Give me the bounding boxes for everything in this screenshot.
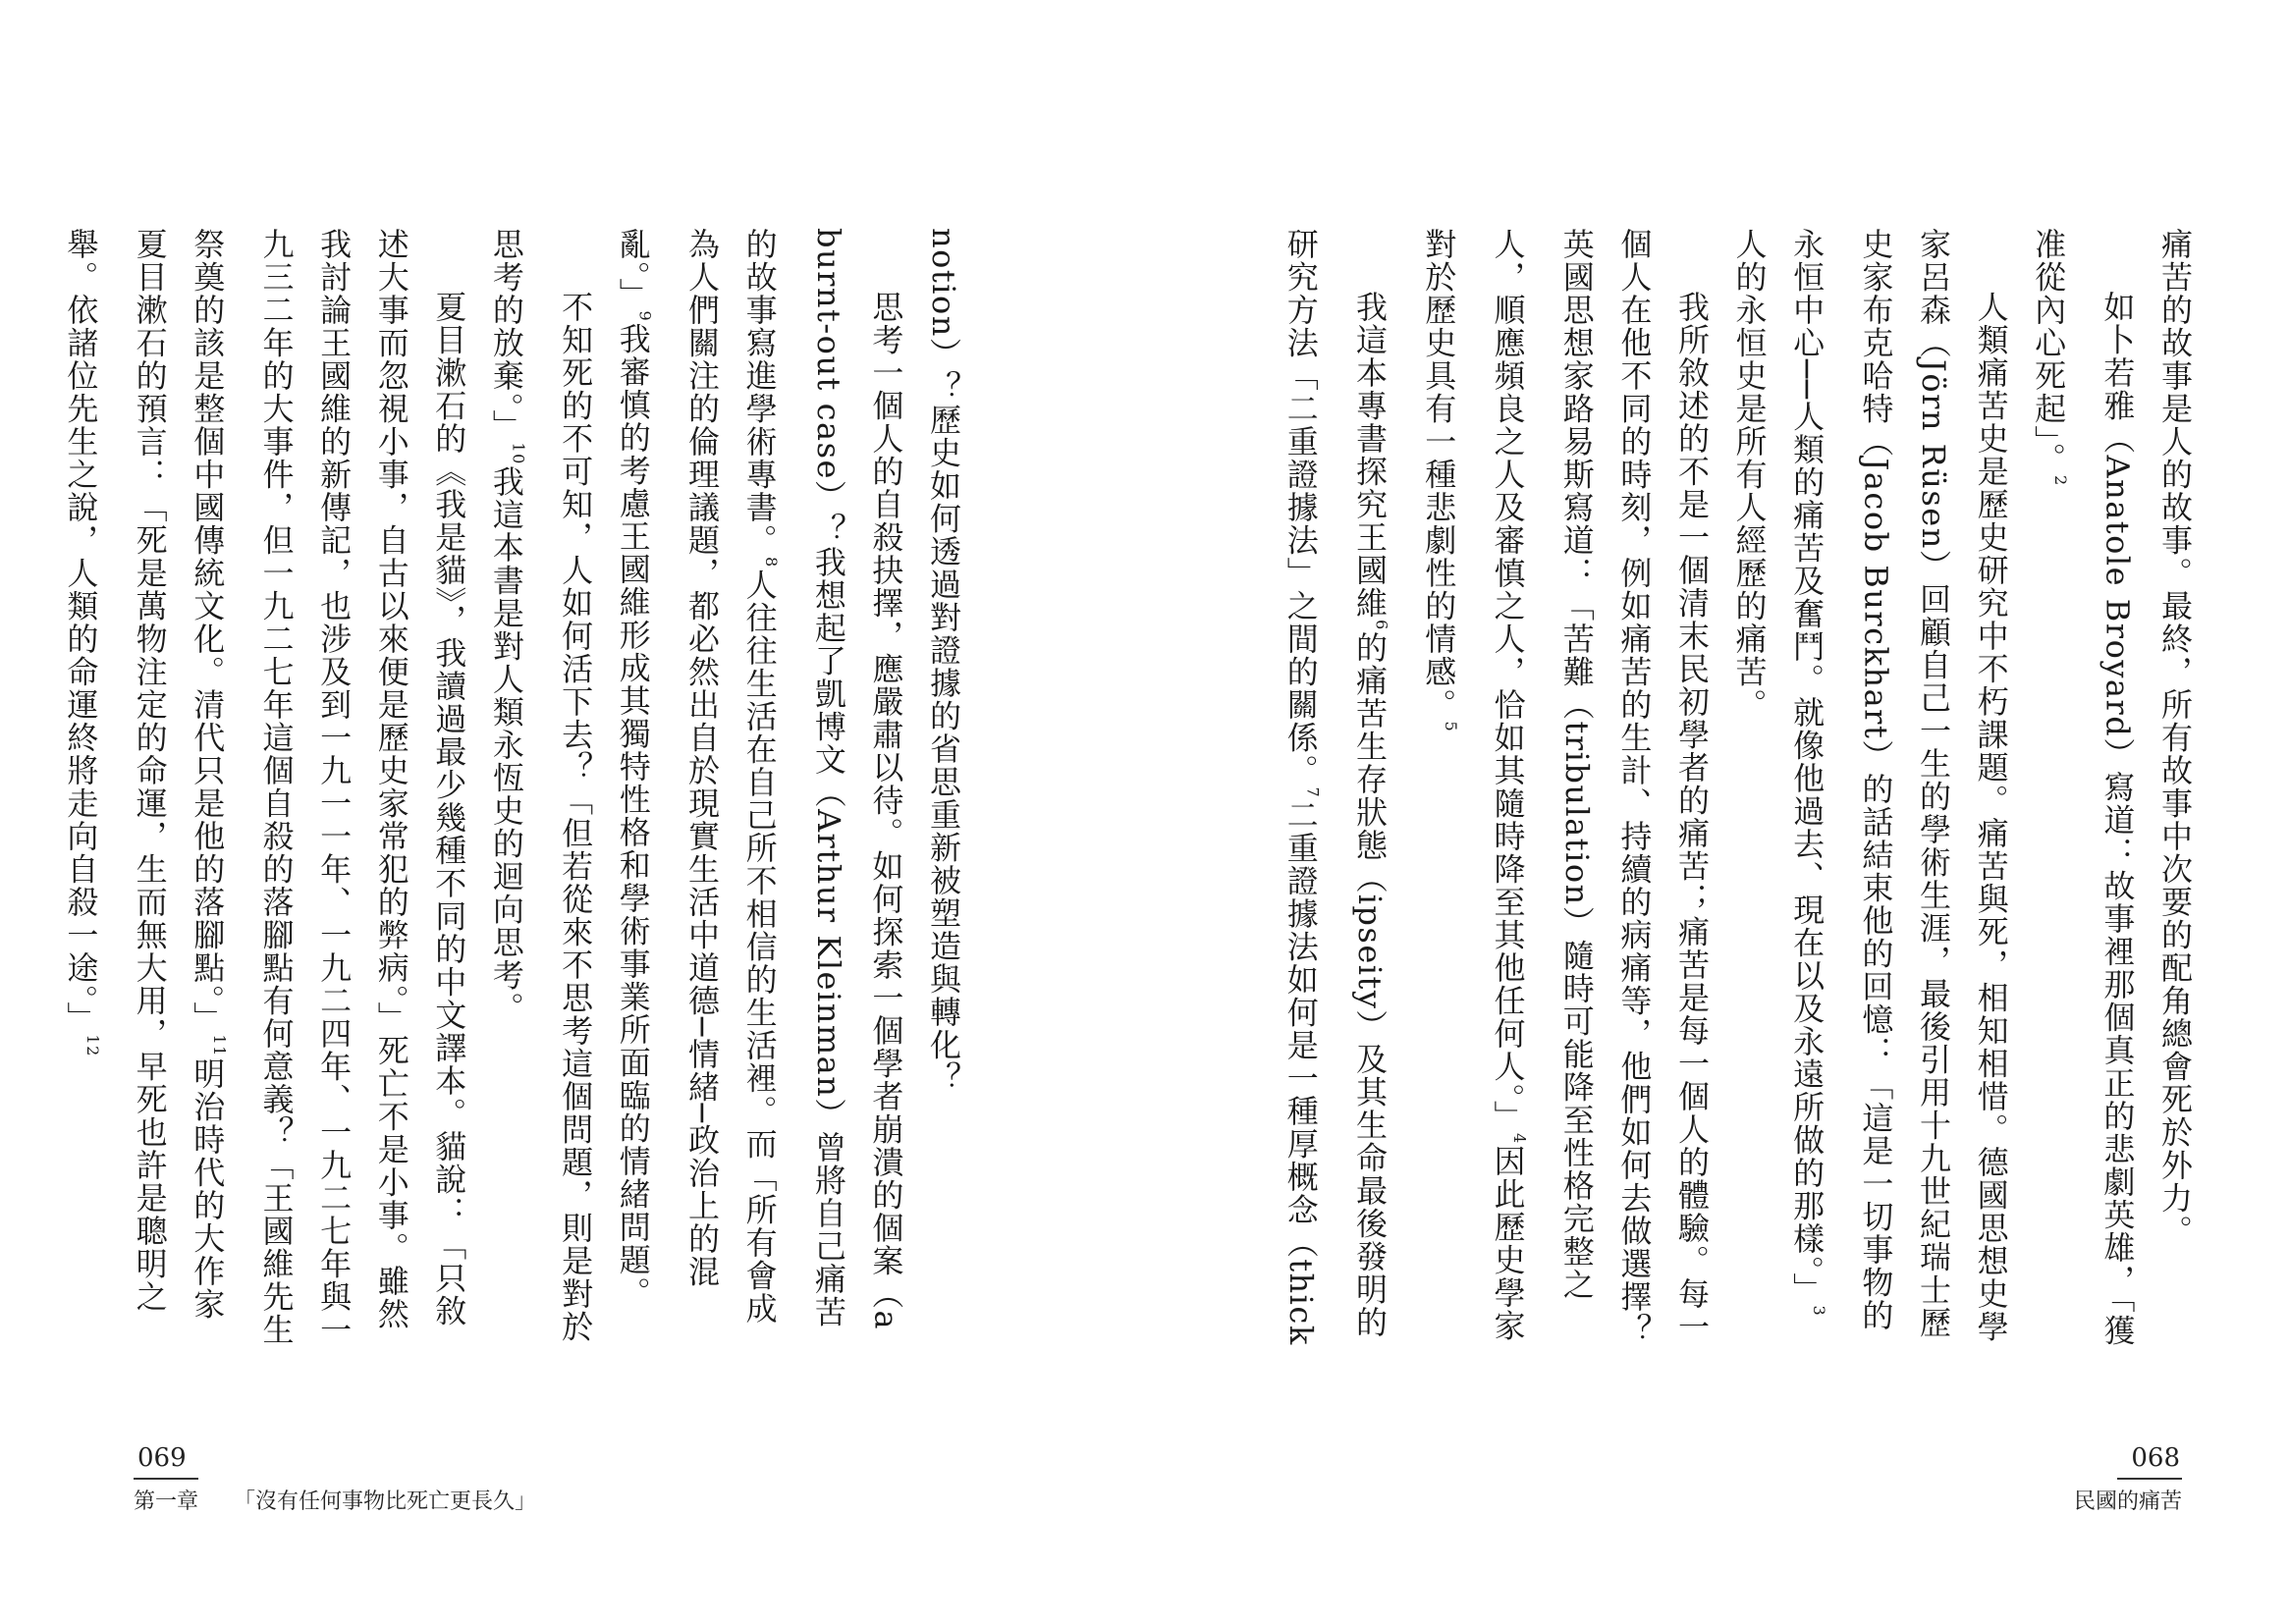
paragraph-text: 人的永恒史是所有人經歷的痛苦。	[1730, 228, 1769, 722]
paragraph-text: 的痛苦生存狀態（ipseity）及其生命最後發明的研究方法「二重證據法」之間的關係。	[1281, 228, 1389, 1339]
running-head: 民國的痛苦	[2073, 1489, 2182, 1514]
page-number: 069	[137, 1443, 187, 1473]
footnote-marker: 4	[1510, 1133, 1530, 1145]
paragraph-text: 我所敘述的不是一個清末民初學者的痛苦；痛苦是每一個人的體驗。每一個人在他不同的時刻，例如痛苦的生計、持續的病痛等，他們如何去做選擇？英國思想家路易斯寫道：「苦難（tribulation）隨時可能降至性格完整之人，順應頻良之人及審慎之人，恰如其隨時降至其他任何人。」	[1489, 228, 1711, 1346]
left-page-text	[0, 228, 972, 1347]
running-head	[134, 1485, 536, 1515]
footnote-marker: 3	[1809, 1305, 1828, 1318]
footnote-marker: 2	[2050, 475, 2070, 487]
right-page	[1145, 0, 2290, 1624]
paragraph-text: 人往往生活在自己所不相信的生活裡。而「所有會成為人們關注的倫理議題，都必然出自於現實生活中道德─情緒─政治上的混亂。」	[614, 228, 779, 1326]
paragraph	[1720, 228, 2020, 1347]
paragraph-text: 痛苦的故事是人的故事。最終，所有故事中次要的配角總會死於外力。	[2156, 228, 2194, 1248]
footnote-marker: 11	[209, 1034, 229, 1057]
paragraph	[2020, 228, 2147, 1347]
paragraph-text: 不知死的不可知，人如何活下去？「但若從來不思考這個問題，則是對於思考的放棄。」	[487, 228, 595, 1343]
paragraph-text: 二重證據法如何是一種厚概念（thick	[1281, 798, 1320, 1346]
paragraph	[604, 228, 914, 1347]
paragraph-text: 明治時代的大作家夏目漱石的預言：「死是萬物注定的命運，生而無大用，早死也許是聰明之舉。依諸位先生之說，人類的命運終將走向自殺一途。」	[62, 228, 227, 1321]
page-number: 068	[2131, 1443, 2180, 1473]
footnote-marker: 6	[1372, 620, 1391, 631]
paragraph-text: 如卜若雅（Anatole Broyard）寫道：故事裡那個真正的悲劇英雄，「獲准從內心死起」。	[2030, 228, 2137, 1347]
paragraph-text: 我這本專書探究王國維	[1351, 291, 1389, 620]
paragraph	[52, 228, 477, 1347]
footnote-marker: 5	[1441, 721, 1460, 733]
running-head-chapter: 第一章	[134, 1489, 199, 1514]
paragraph	[1272, 228, 1410, 1347]
paragraph-text: 我這本書是對人類永恆史的迴向思考。	[487, 464, 525, 1025]
page-number-rule	[2117, 1478, 2182, 1480]
footnote-marker: 10	[509, 442, 528, 465]
footnote-marker: 12	[83, 1034, 103, 1057]
paragraph	[914, 228, 972, 1347]
running-head-title: 「沒有任何事物比死亡更長久」	[234, 1489, 537, 1514]
paragraph-text: 我審慎的考慮王國維形成其獨特性格和學術事業所面臨的情緒問題。	[614, 322, 652, 1310]
paragraph	[477, 228, 604, 1347]
paragraph-text: 思考一個人的自殺抉擇，應嚴肅以待。如何探索一個學者崩潰的個案（a burnt-out case）？我想起了凱博文（Arthur Kleinman）曾將自己痛苦的故事寫進學術專書。	[740, 228, 905, 1331]
paragraph-text: notion）？歷史如何透過對證據的省思重新被塑造與轉化？	[925, 228, 962, 1095]
paragraph-text: 因此歷史學家對於歷史具有一種悲劇性的情感。	[1420, 228, 1527, 1342]
footnote-marker: 7	[1303, 786, 1323, 799]
page-number-rule	[134, 1478, 198, 1480]
right-page-text	[1222, 228, 2204, 1347]
footnote-marker: 8	[762, 557, 782, 568]
paragraph	[1410, 228, 1720, 1347]
paragraph-text: 人類痛苦史是歷史研究中不朽課題。痛苦與死，相知相惜。德國思想史學家呂森（Jörn Rüsen）回顧自己一生的學術生涯，最後引用十九世紀瑞士歷史家布克哈特（Jacob Burckhart）的話結束他的回憶：「這是一切事物的永恒中心──人類的痛苦及奮鬥。就像他過去、現在以及永遠所做的那樣。」	[1788, 228, 2010, 1343]
paragraph-text: 夏目漱石的《我是貓》，我讀過最少幾種不同的中文譯本。貓說：「只敘述大事而忽視小事，自古以來便是歷史家常犯的弊病。」死亡不是小事。雖然我討論王國維的新傳記，也涉及到一九一一年、一九二四年、一九二七年與一九三二年的大事件，但一九二七年這個自殺的落腳點有何意義？「王國維先生祭奠的該是整個中國傳統文化。清代只是他的落腳點。」	[189, 228, 468, 1346]
paragraph	[2146, 228, 2204, 1347]
footnote-marker: 9	[635, 310, 655, 323]
